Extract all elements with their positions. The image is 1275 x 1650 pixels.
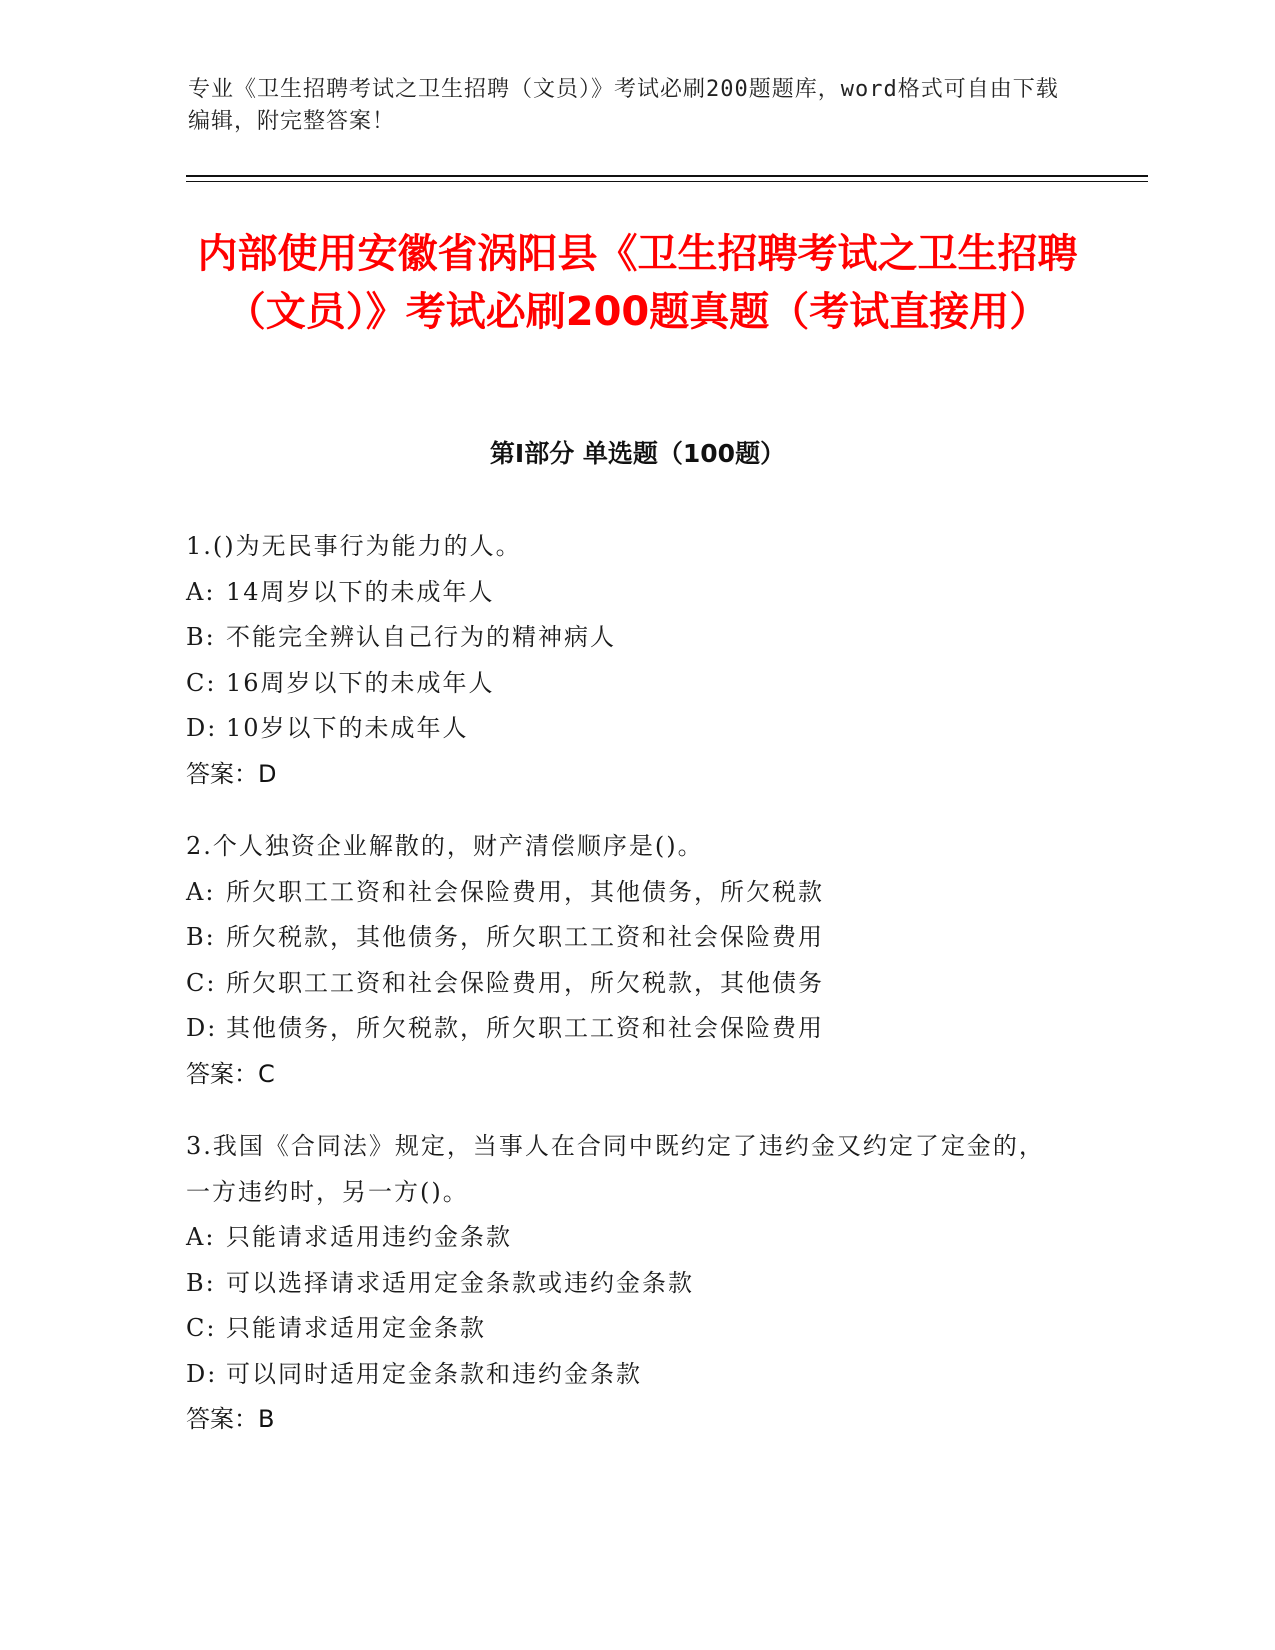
question-3 <box>186 1124 1066 1443</box>
option-text: 不能完全辨认自己行为的精神病人 <box>226 623 616 651</box>
question-stem: 1.()为无民事行为能力的人。 <box>186 532 522 560</box>
question-stem: 2.个人独资企业解散的，财产清偿顺序是()。 <box>186 832 704 860</box>
option-key: C: <box>186 1314 217 1342</box>
option-key: B: <box>186 923 216 951</box>
option-text: 只能请求适用定金条款 <box>226 1314 486 1342</box>
option-key: D: <box>186 714 218 742</box>
option-key: D: <box>186 1359 218 1388</box>
option-c <box>186 961 1066 1007</box>
option-text: 其他债务，所欠税款，所欠职工工资和社会保险费用 <box>226 1014 824 1042</box>
option-d <box>186 1352 1066 1398</box>
document-title: 内部使用安徽省涡阳县《卫生招聘考试之卫生招聘（文员）》考试必刷200题真题（考试直接用） <box>197 231 1078 335</box>
option-key: B: <box>186 623 216 651</box>
option-d <box>186 1006 1066 1052</box>
option-key: D: <box>186 1014 218 1042</box>
option-key: C: <box>186 668 217 697</box>
option-key: A: <box>186 577 216 606</box>
option-key: A: <box>186 877 216 906</box>
option-text: 所欠职工工资和社会保险费用，所欠税款，其他债务 <box>226 968 824 997</box>
option-c <box>186 661 1066 707</box>
question-2 <box>186 824 1066 1097</box>
option-b <box>186 1261 1066 1307</box>
option-b <box>186 615 1066 661</box>
option-d <box>186 706 1066 752</box>
header-rule-thick <box>186 175 1148 177</box>
header-rule-thin <box>186 181 1148 182</box>
option-text: 可以同时适用定金条款和违约金条款 <box>226 1359 642 1388</box>
option-a <box>186 1215 1066 1261</box>
option-key: B: <box>186 1268 216 1297</box>
section-title: 第I部分 单选题（100题） <box>489 439 786 468</box>
question-stem: 3.我国《合同法》规定，当事人在合同中既约定了违约金又约定了定金的，一方违约时，另一方()。 <box>186 1132 1045 1206</box>
option-b <box>186 915 1066 961</box>
question-list <box>186 524 1066 1470</box>
option-key: C: <box>186 968 217 997</box>
option-text: 所欠职工工资和社会保险费用，其他债务，所欠税款 <box>226 877 824 906</box>
option-text: 10岁以下的未成年人 <box>226 714 469 742</box>
option-a <box>186 870 1066 916</box>
option-key: A: <box>186 1223 216 1251</box>
option-text: 所欠税款，其他债务，所欠职工工资和社会保险费用 <box>226 923 824 951</box>
option-c <box>186 1306 1066 1352</box>
option-text: 14周岁以下的未成年人 <box>226 577 495 606</box>
option-a <box>186 570 1066 616</box>
answer: 答案：B <box>186 1405 275 1433</box>
answer: 答案：D <box>186 759 277 788</box>
header-note: 专业《卫生招聘考试之卫生招聘（文员）》考试必刷200题题库，word格式可自由下载编辑，附完整答案！ <box>188 77 1059 134</box>
option-text: 可以选择请求适用定金条款或违约金条款 <box>226 1268 694 1297</box>
answer: 答案：C <box>186 1059 275 1088</box>
option-text: 16周岁以下的未成年人 <box>226 668 495 697</box>
question-1 <box>186 524 1066 797</box>
option-text: 只能请求适用违约金条款 <box>226 1223 512 1251</box>
